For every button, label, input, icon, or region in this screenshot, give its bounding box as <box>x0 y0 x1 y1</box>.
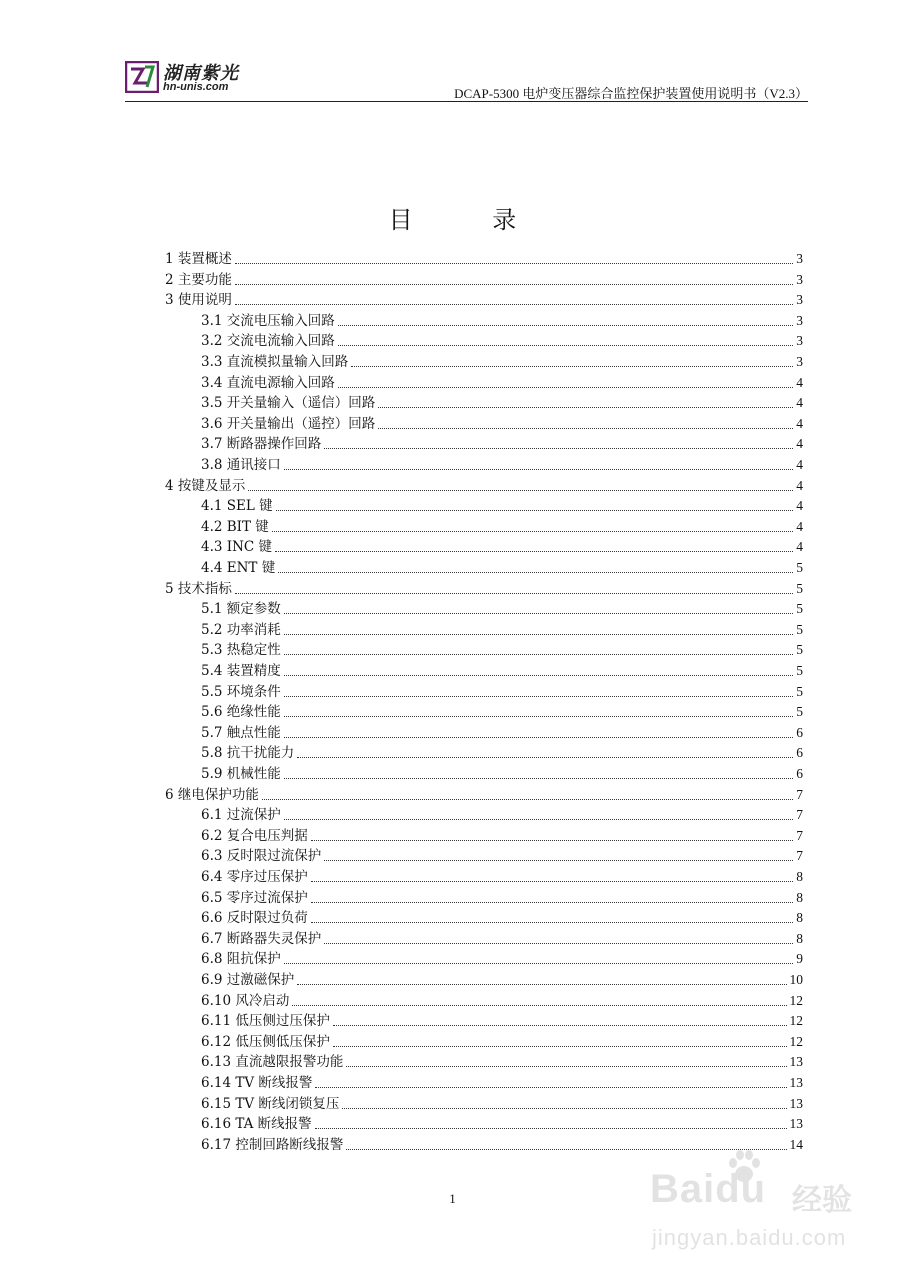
toc-dot-leader <box>346 1066 786 1067</box>
watermark-url: jingyan.baidu.com <box>652 1225 847 1250</box>
logo-url: hn-unis.com <box>163 81 229 93</box>
toc-entry-label: 4.1 SEL 键 <box>201 498 273 515</box>
toc-entry-label: 6 继电保护功能 <box>165 786 259 803</box>
toc-entry-page: 14 <box>789 1136 803 1152</box>
toc-entry-page: 9 <box>796 951 803 967</box>
toc-dot-leader <box>315 1128 787 1129</box>
toc-dot-leader <box>333 1046 787 1047</box>
toc-entry[interactable] <box>201 1071 803 1091</box>
toc-entry-page: 7 <box>796 848 803 864</box>
toc-entry-label: 6.10 风冷启动 <box>201 992 290 1009</box>
toc-entry-label: 6.11 低压侧过压保护 <box>201 1013 330 1030</box>
toc-dot-leader <box>284 654 793 655</box>
toc-entry[interactable] <box>201 1030 803 1050</box>
toc-entry-page: 4 <box>796 518 803 534</box>
toc-dot-leader <box>342 1108 786 1109</box>
toc-entry-label: 1 装置概述 <box>165 251 232 267</box>
toc-dot-leader <box>338 325 793 326</box>
toc-entry-label: 6.5 零序过流保护 <box>201 889 308 906</box>
toc-dot-leader <box>272 531 793 532</box>
toc-entry[interactable] <box>201 741 803 761</box>
toc-entry-page: 5 <box>796 663 803 678</box>
toc-dot-leader <box>284 716 793 717</box>
toc-dot-leader <box>284 675 793 676</box>
toc-entry-page: 7 <box>796 786 803 802</box>
toc-entry[interactable] <box>201 597 803 617</box>
toc-entry[interactable] <box>201 1112 803 1132</box>
toc-entry[interactable] <box>201 391 803 411</box>
header-divider <box>125 101 808 102</box>
toc-entry-page: 3 <box>796 292 803 308</box>
toc-entry-page: 4 <box>796 415 803 431</box>
toc-entry-label: 6.17 控制回路断线报警 <box>201 1136 344 1153</box>
toc-entry-label: 6.3 反时限过流保护 <box>201 848 322 865</box>
toc-dot-leader <box>284 819 793 820</box>
toc-entry-label: 4.2 BIT 键 <box>201 518 269 535</box>
toc-entry-label: 5.3 热稳定性 <box>201 642 281 659</box>
toc-entry[interactable] <box>201 556 803 576</box>
toc-entry-page: 3 <box>796 271 803 287</box>
toc-entry-page: 12 <box>789 1033 803 1049</box>
toc-entry-label: 3.2 交流电流输入回路 <box>201 333 335 350</box>
toc-entry[interactable] <box>165 783 803 803</box>
toc-entry-label: 4.3 INC 键 <box>201 539 273 556</box>
toc-entry[interactable] <box>201 638 803 658</box>
toc-dot-leader <box>311 881 793 882</box>
toc-entry[interactable] <box>201 886 803 906</box>
toc-entry-page: 8 <box>796 910 803 926</box>
toc-entry[interactable] <box>165 474 803 494</box>
toc-entry[interactable] <box>201 1092 803 1112</box>
toc-entry-page: 5 <box>796 580 803 596</box>
toc-entry[interactable] <box>201 927 803 947</box>
toc-entry-label: 3.1 交流电压输入回路 <box>201 312 335 329</box>
toc-entry-label: 5.1 额定参数 <box>201 601 281 618</box>
toc-entry[interactable] <box>201 680 803 700</box>
toc-entry-page: 6 <box>796 766 803 781</box>
toc-entry-page: 12 <box>789 1013 803 1029</box>
toc-title: 目 录 <box>388 206 553 234</box>
toc-entry-page: 7 <box>796 827 803 843</box>
toc-dot-leader <box>311 840 793 841</box>
toc-entry-page: 7 <box>796 807 803 823</box>
toc-entry-page: 8 <box>796 889 803 905</box>
toc-entry-page: 3 <box>796 251 803 266</box>
toc-entry-label: 5.9 机械性能 <box>201 766 281 782</box>
toc-entry-label: 4.4 ENT 键 <box>201 560 276 576</box>
toc-dot-leader <box>235 304 793 305</box>
toc-entry[interactable] <box>201 412 803 432</box>
toc-entry-page: 13 <box>789 1054 803 1070</box>
toc-entry-label: 3.3 直流模拟量输入回路 <box>201 354 349 370</box>
toc-entry[interactable] <box>201 906 803 926</box>
toc-dot-leader <box>284 634 793 635</box>
toc-entry-page: 13 <box>789 1095 803 1111</box>
toc-entry[interactable] <box>201 947 803 967</box>
toc-entry-page: 8 <box>796 869 803 884</box>
toc-dot-leader <box>284 469 793 470</box>
toc-dot-leader <box>284 737 793 738</box>
toc-entry-page: 10 <box>789 972 803 987</box>
toc-dot-leader <box>311 902 793 903</box>
toc-entry-page: 6 <box>796 724 803 740</box>
watermark-brand: Baidu <box>650 1167 767 1211</box>
toc-entry-page: 6 <box>796 745 803 761</box>
toc-dot-leader <box>378 428 793 429</box>
toc-entry-label: 3 使用说明 <box>165 292 232 309</box>
toc-entry-label: 5.4 装置精度 <box>201 663 281 679</box>
toc-dot-leader <box>338 345 793 346</box>
toc-entry-label: 3.8 通讯接口 <box>201 457 281 473</box>
toc-entry-page: 12 <box>789 992 803 1008</box>
toc-dot-leader <box>315 1087 786 1088</box>
toc-entry-label: 6.16 TA 断线报警 <box>201 1116 312 1133</box>
toc-entry-label: 6.13 直流越限报警功能 <box>201 1054 344 1071</box>
toc-entry[interactable] <box>201 968 803 988</box>
toc-dot-leader <box>276 510 794 511</box>
toc-entry[interactable] <box>201 494 803 514</box>
toc-entry-label: 4 按键及显示 <box>165 477 246 494</box>
toc-entry-page: 3 <box>796 333 803 349</box>
toc-entry-label: 6.2 复合电压判据 <box>201 827 308 844</box>
toc-entry-page: 4 <box>796 457 803 472</box>
toc-entry-page: 5 <box>796 642 803 658</box>
toc-entry[interactable] <box>165 247 803 267</box>
toc-dot-leader <box>284 696 793 697</box>
toc-entry-label: 6.14 TV 断线报警 <box>201 1075 313 1091</box>
toc-dot-leader <box>235 263 793 264</box>
toc-dot-leader <box>284 778 793 779</box>
toc-entry[interactable] <box>165 268 803 288</box>
toc-entry[interactable] <box>201 309 803 329</box>
toc-entry-label: 3.7 断路器操作回路 <box>201 436 322 453</box>
toc-dot-leader <box>297 984 786 985</box>
toc-entry-label: 6.12 低压侧低压保护 <box>201 1033 330 1050</box>
page-number: 1 <box>449 1191 456 1206</box>
toc-entry[interactable] <box>201 535 803 555</box>
toc-entry-page: 5 <box>796 621 803 637</box>
toc-entry-page: 13 <box>789 1075 803 1090</box>
toc-dot-leader <box>338 387 793 388</box>
toc-dot-leader <box>235 284 793 285</box>
toc-entry[interactable] <box>201 515 803 535</box>
watermark-cn: 经验 <box>792 1183 852 1218</box>
company-logo <box>125 59 265 99</box>
toc-entry-label: 6.9 过激磁保护 <box>201 972 295 988</box>
document-title: DCAP-5300 电炉变压器综合监控保护装置使用说明书（V2.3） <box>454 86 808 101</box>
toc-entry[interactable] <box>201 618 803 638</box>
toc-entry-label: 3.4 直流电源输入回路 <box>201 374 335 391</box>
toc-dot-leader <box>311 922 793 923</box>
toc-dot-leader <box>278 572 793 573</box>
toc-dot-leader <box>324 448 793 449</box>
toc-entry[interactable] <box>201 762 803 782</box>
toc-dot-leader <box>333 1025 787 1026</box>
toc-entry[interactable] <box>201 865 803 885</box>
toc-entry-page: 4 <box>796 374 803 390</box>
toc-entry-label: 3.5 开关量输入（遥信）回路 <box>201 395 376 412</box>
toc-entry-label: 6.4 零序过压保护 <box>201 869 308 885</box>
toc-entry-page: 5 <box>796 601 803 617</box>
toc-dot-leader <box>324 943 793 944</box>
toc-entry-page: 3 <box>796 312 803 328</box>
toc-entry[interactable] <box>201 721 803 741</box>
logo-mark-icon <box>125 61 159 93</box>
toc-entry[interactable] <box>201 1050 803 1070</box>
toc-dot-leader <box>324 860 793 861</box>
toc-entry[interactable] <box>201 432 803 452</box>
toc-entry[interactable] <box>201 844 803 864</box>
toc-dot-leader <box>248 490 793 491</box>
toc-entry-page: 4 <box>796 539 803 555</box>
toc-entry-page: 5 <box>796 683 803 699</box>
toc-entry-label: 5.2 功率消耗 <box>201 621 281 638</box>
toc-dot-leader <box>284 613 793 614</box>
toc-dot-leader <box>351 366 793 367</box>
toc-dot-leader <box>262 799 793 800</box>
toc-dot-leader <box>284 963 793 964</box>
toc-dot-leader <box>378 407 793 408</box>
toc-entry-label: 5.5 环境条件 <box>201 683 281 700</box>
toc-entry-page: 4 <box>796 477 803 493</box>
toc-entry-page: 8 <box>796 930 803 946</box>
toc-entry-label: 5.8 抗干扰能力 <box>201 745 295 762</box>
toc-entry-label: 6.1 过流保护 <box>201 807 281 824</box>
toc-entry-label: 6.8 阻抗保护 <box>201 951 281 968</box>
toc-dot-leader <box>275 551 793 552</box>
toc-entry-page: 4 <box>796 436 803 452</box>
toc-entry-page: 3 <box>796 354 803 369</box>
toc-entry[interactable] <box>201 803 803 823</box>
toc-entry-label: 2 主要功能 <box>165 271 232 288</box>
toc-entry-page: 5 <box>796 560 803 575</box>
toc-entry[interactable] <box>201 700 803 720</box>
toc-entry-page: 5 <box>796 704 803 720</box>
toc-entry-page: 13 <box>789 1116 803 1132</box>
toc-entry-label: 5 技术指标 <box>165 580 232 597</box>
toc-entry-page: 4 <box>796 395 803 411</box>
toc-entry[interactable] <box>201 350 803 370</box>
toc-dot-leader <box>292 1005 786 1006</box>
page-header <box>125 55 808 105</box>
toc-entry-page: 4 <box>796 498 803 514</box>
toc-entry[interactable] <box>201 1009 803 1029</box>
logo-name: 湖南紫光 <box>163 63 239 84</box>
baidu-watermark <box>640 1145 880 1265</box>
toc-dot-leader <box>297 757 793 758</box>
toc-entry[interactable] <box>201 659 803 679</box>
toc-entry[interactable] <box>201 989 803 1009</box>
toc-entry[interactable] <box>165 577 803 597</box>
toc-entry-label: 6.15 TV 断线闭锁复压 <box>201 1095 340 1112</box>
toc-entry-label: 6.6 反时限过负荷 <box>201 910 308 927</box>
toc-entry[interactable] <box>165 288 803 308</box>
toc-dot-leader <box>235 593 793 594</box>
toc-entry-label: 5.7 触点性能 <box>201 724 281 741</box>
toc-entry[interactable] <box>201 824 803 844</box>
toc-entry[interactable] <box>201 453 803 473</box>
toc-entry[interactable] <box>201 329 803 349</box>
toc-entry-label: 5.6 绝缘性能 <box>201 704 281 721</box>
toc-entry-label: 3.6 开关量输出（遥控）回路 <box>201 415 376 432</box>
toc-entry-label: 6.7 断路器失灵保护 <box>201 930 322 947</box>
toc-entry[interactable] <box>201 371 803 391</box>
